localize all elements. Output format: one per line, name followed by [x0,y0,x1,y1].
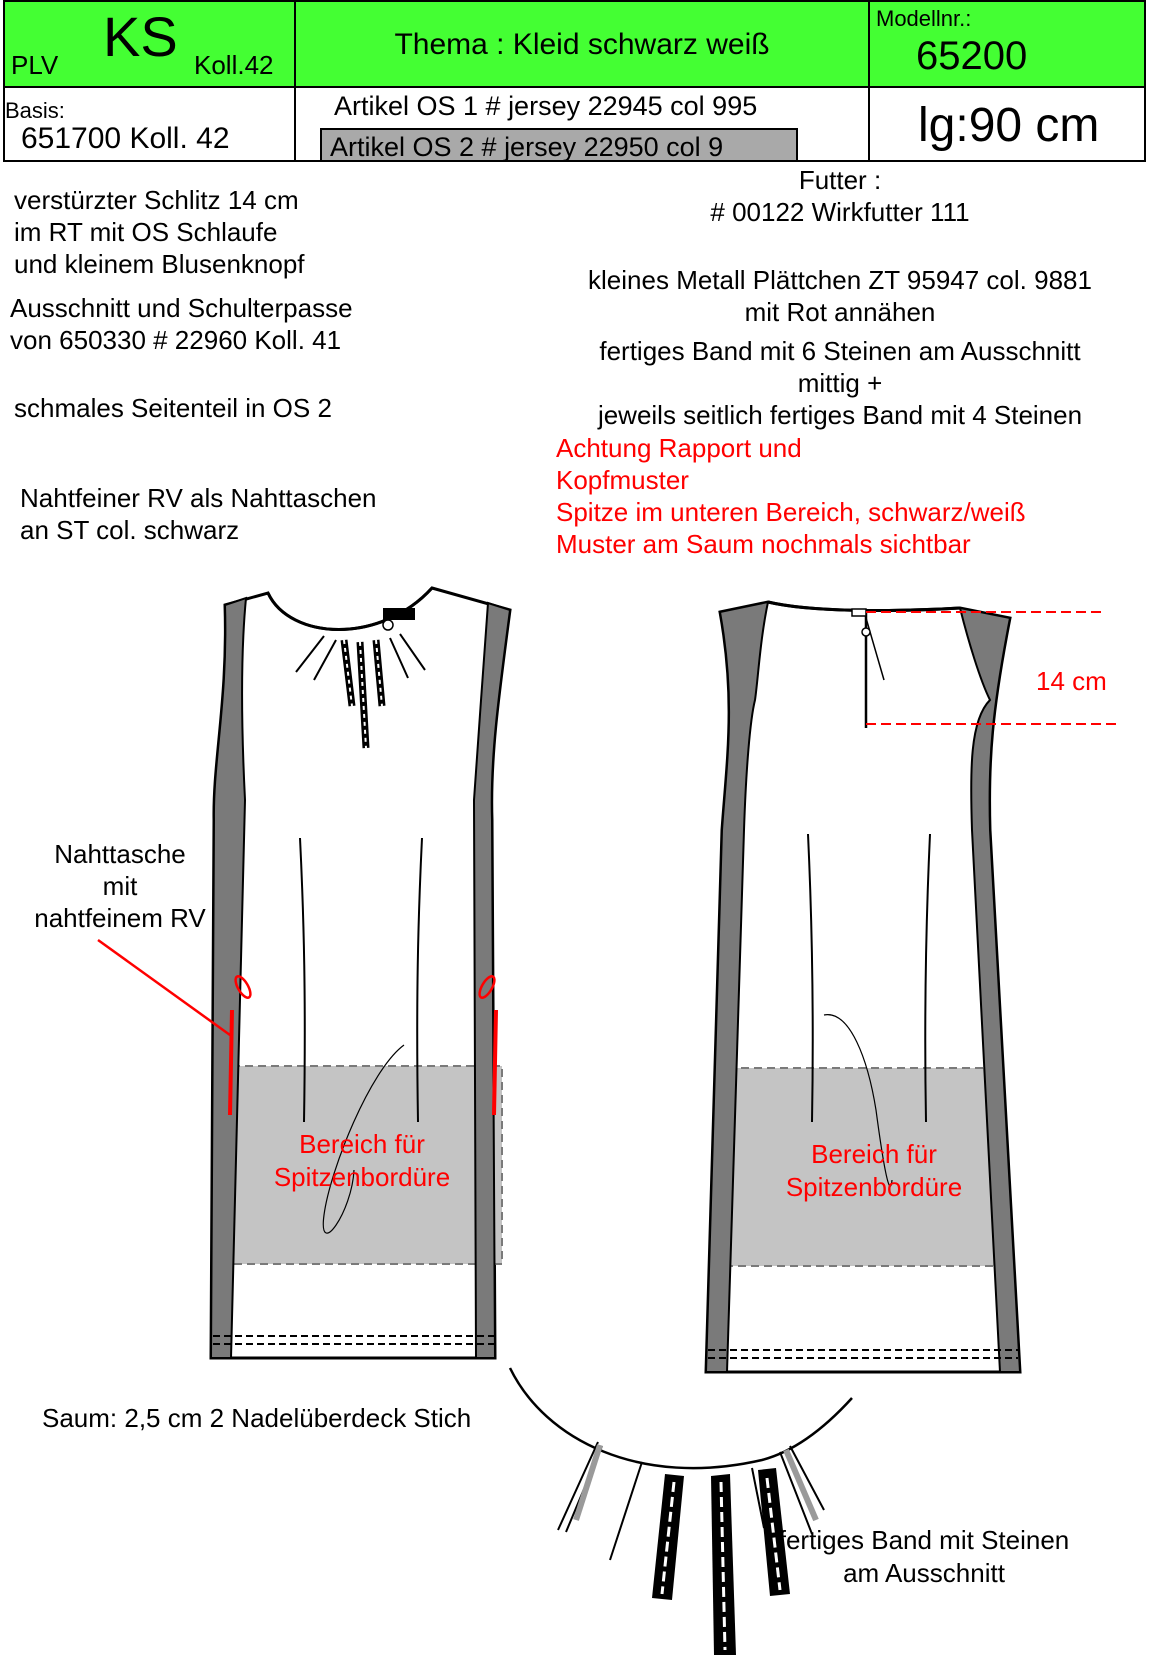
basis-label: Basis: [5,98,65,123]
front-view [98,588,510,1358]
back-lace-label-2: Spitzenbordüre [785,1172,963,1202]
basis-value: 651700 Koll. 42 [21,122,230,155]
neckline-detail [510,1368,852,1655]
button-icon [383,620,393,630]
note-achtung: Achtung Rapport und Kopfmuster Spitze im unteren Bereich, schwarz/weiß Muster am Saum nochmals sichtbar [556,433,1026,559]
label-nahttasche: Nahttasche mit nahtfeinem RV [34,839,206,933]
front-side-panel-right [474,603,510,1358]
note-metall: kleines Metall Plättchen ZT 95947 col. 9881 mit Rot annähen [588,265,1092,327]
note-nahtfeiner: Nahtfeiner RV als Nahttaschen an ST col. schwarz [20,483,377,545]
detail-band-left [652,1474,684,1600]
detail-pleat-2 [610,1462,642,1560]
artikel-os2: Artikel OS 2 # jersey 22950 col 9 [330,132,724,162]
back-lace-label-1: Bereich für [811,1139,937,1169]
plv-label: PLV [11,50,59,80]
ks-label: KS [103,5,178,68]
artikel-os1: Artikel OS 1 # jersey 22945 col 995 [334,91,758,121]
detail-label-2: am Ausschnitt [843,1558,1005,1588]
back-loop [852,609,866,616]
note-seitenteil: schmales Seitenteil in OS 2 [14,393,332,423]
front-lace-label-1: Bereich für [299,1129,425,1159]
modellnr-value: 65200 [916,34,1028,78]
note-band: fertiges Band mit 6 Steinen am Ausschnitt mittig + jeweils seitlich fertiges Band mit 4 Steinen [597,336,1083,430]
slit-length-label: 14 cm [1036,666,1107,696]
thema-title: Thema : Kleid schwarz weiß [394,28,770,61]
koll-label: Koll.42 [194,50,274,80]
saum-label: Saum: 2,5 cm 2 Nadelüberdeck Stich [42,1403,472,1433]
front-label-tag [383,608,415,620]
back-button-icon [862,628,870,636]
nahttasche-pointer [98,940,230,1035]
length-value: lg:90 cm [918,99,1100,152]
modellnr-label: Modellnr.: [876,6,972,31]
detail-neckline [510,1368,852,1468]
note-ausschnitt: Ausschnitt und Schulterpasse von 650330 # 22960 Koll. 41 [10,293,353,355]
front-lace-label-2: Spitzenbordüre [273,1162,451,1192]
note-schlitz: verstürzter Schlitz 14 cm im RT mit OS Schlaufe und kleinem Blusenknopf [14,185,305,279]
detail-label-1: fertiges Band mit Steinen [778,1525,1070,1555]
note-futter: Futter : # 00122 Wirkfutter 111 [710,165,970,227]
back-view [706,602,1116,1372]
